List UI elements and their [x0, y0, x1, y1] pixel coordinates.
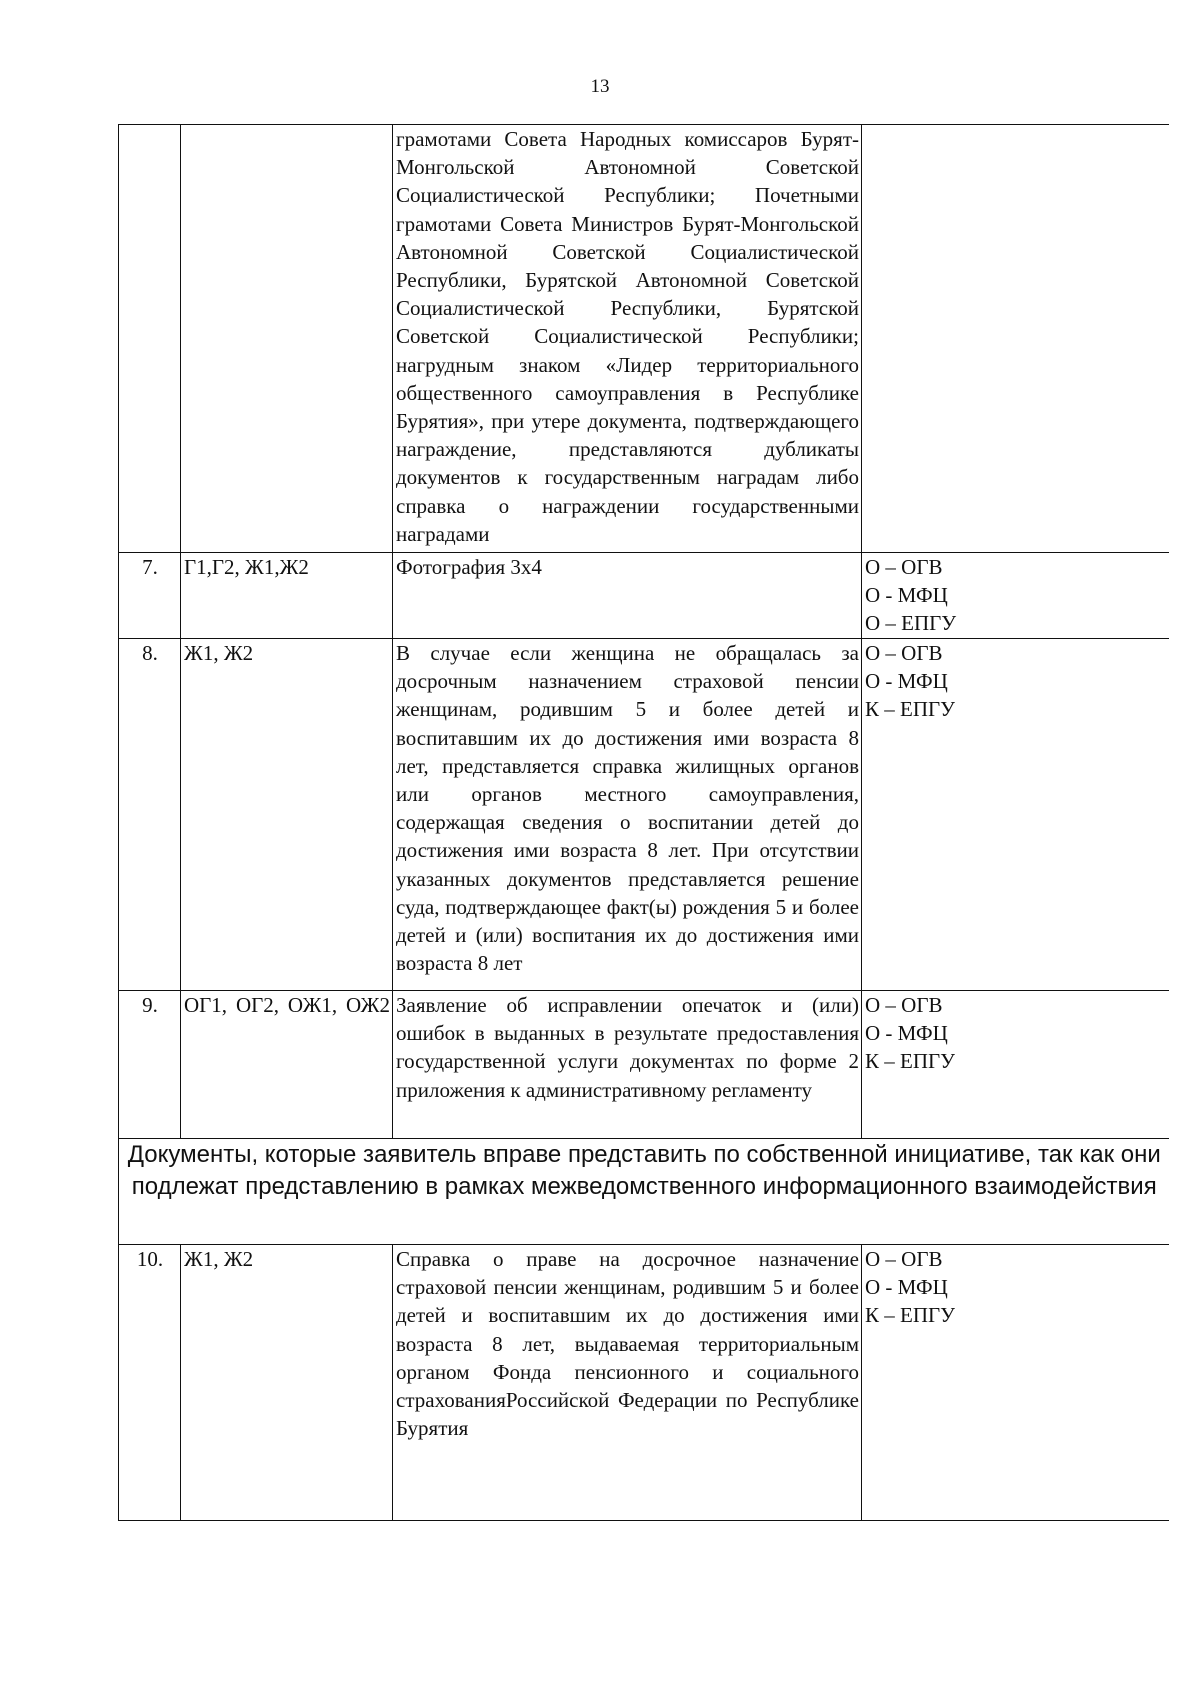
row-codes — [181, 125, 393, 553]
table-row — [119, 125, 1169, 553]
table-row — [119, 639, 1169, 991]
section-heading: Документы, которые заявитель вправе представить по собственной инициативе, так как они подлежат представлению в рамках межведомственного информационного взаимодействия — [119, 1139, 1169, 1245]
row-submission-ways — [862, 639, 1169, 991]
row-document-text: В случае если женщина не обращалась за досрочным назначением страховой пенсии женщинам, родившим 5 и более детей и воспитавшим их до достижения ими возраста 8 лет, представляется справка жилищных органов или органов местного самоуправления, содержащая сведения о воспитании детей до достижения ими возраста 8 лет. При отсутствии указанных документов представляется решение суда, подтверждающее факт(ы) рождения 5 и более детей и (или) воспитания их до достижения ими возраста 8 лет — [393, 639, 862, 991]
row-document-text: Справка о праве на досрочное назначение страховой пенсии женщинам, родившим 5 и более детей и воспитавшим их до достижения ими возраста 8 лет, выдаваемая территориальным органом Фонда пенсионного и социального страхованияРоссийской Федерации по Республике Бурятия — [393, 1245, 862, 1521]
submission-way: О – ЕПГУ — [865, 611, 957, 636]
submission-way: О - МФЦ — [865, 1275, 948, 1300]
row-number: 10. — [119, 1245, 181, 1521]
row-codes: Г1,Г2, Ж1,Ж2 — [181, 553, 393, 639]
submission-way: О – ОГВ — [865, 641, 943, 665]
documents-table — [118, 124, 1169, 1521]
row-number: 9. — [119, 991, 181, 1139]
section-heading-row — [119, 1139, 1169, 1245]
row-submission-ways — [862, 553, 1169, 639]
table-row — [119, 553, 1169, 639]
submission-way: К – ЕПГУ — [865, 1303, 956, 1328]
table-row — [119, 1245, 1169, 1521]
submission-way: О – ОГВ — [865, 555, 943, 579]
submission-way: О - МФЦ — [865, 1021, 948, 1046]
submission-way: О – ОГВ — [865, 993, 943, 1017]
row-number: 7. — [119, 553, 181, 639]
row-document-text: Заявление об исправлении опечаток и (или) ошибок в выданных в результате предоставления государственной услуги документах по форме 2 приложения к административному регламенту — [393, 991, 862, 1139]
submission-way: К – ЕПГУ — [865, 1049, 956, 1074]
row-codes: Ж1, Ж2 — [181, 639, 393, 991]
submission-way: О - МФЦ — [865, 583, 948, 608]
row-document-text: Фотография 3х4 — [393, 553, 862, 639]
row-number — [119, 125, 181, 553]
row-document-text: грамотами Совета Народных комиссаров Бурят-Монгольской Автономной Советской Социалистической Республики; Почетными грамотами Совета Министров Бурят-Монгольской Автономной Советской Социалистической Республики, Бурятской Автономной Советской Социалистической Республики, Бурятской Советской Социалистической Республики; нагрудным знаком «Лидер территориального общественного самоуправления в Республике Бурятия», при утере документа, подтверждающего награждение, представляются дубликаты документов к государственным наградам либо справка о награждении государственными наградами — [393, 125, 862, 553]
submission-way: К – ЕПГУ — [865, 697, 956, 722]
row-submission-ways — [862, 1245, 1169, 1521]
submission-way: О - МФЦ — [865, 669, 948, 694]
row-number: 8. — [119, 639, 181, 991]
row-submission-ways — [862, 125, 1169, 553]
row-submission-ways — [862, 991, 1169, 1139]
row-codes: ОГ1, ОГ2, ОЖ1, ОЖ2 — [181, 991, 393, 1139]
page-number: 13 — [590, 76, 610, 97]
row-codes: Ж1, Ж2 — [181, 1245, 393, 1521]
submission-way: О – ОГВ — [865, 1247, 943, 1271]
table-row — [119, 991, 1169, 1139]
